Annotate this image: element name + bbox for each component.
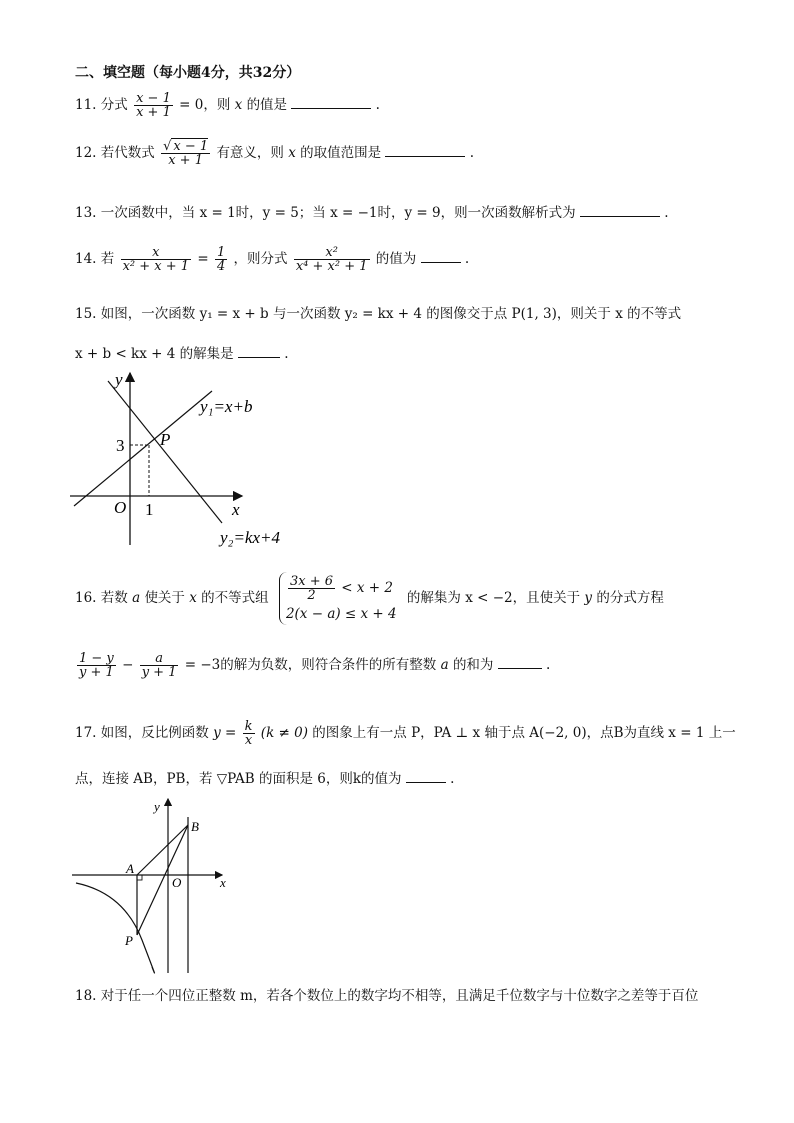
fig15-point-p: P: [160, 430, 171, 449]
fig17-hyperbola: [76, 883, 154, 973]
figure-17: [62, 795, 247, 980]
q14-f3-num: x²: [325, 245, 338, 260]
question-15-line-1: [75, 308, 681, 322]
fig15-y-label: y: [115, 370, 123, 389]
q17-line2: 点，连接 AB，PB，若 ▽PAB 的面积是 6，则k的值为: [75, 771, 402, 787]
q16-sys1-rest: < x + 2: [341, 580, 393, 596]
q13-number: 13.: [75, 205, 97, 221]
q14-answer-blank[interactable]: [421, 250, 461, 263]
q16-line2-var: a: [440, 657, 449, 673]
q16-sys2: 2(x − a) ≤ x + 4: [285, 606, 397, 622]
q16-post: 的解集为 x < −2，且使关于: [406, 589, 581, 606]
q11-fraction: [134, 92, 173, 119]
q11-frac-den: x + 1: [136, 105, 171, 120]
q14-fraction-2: [215, 246, 227, 273]
q16-sys-f-den: 2: [307, 588, 316, 603]
q11-post: 的值是: [246, 97, 288, 113]
q12-end: .: [469, 145, 475, 161]
q15-line2: x + b < kx + 4 的解集是: [75, 346, 234, 362]
q17-end: .: [450, 771, 455, 787]
q14-end: .: [464, 251, 470, 267]
fig17-point-b: B: [191, 819, 199, 834]
q11-eq: = 0，则: [179, 97, 231, 113]
q16-number: 16.: [75, 589, 97, 606]
q16-eq-fraction-1: [77, 652, 116, 679]
q16-minus: −: [122, 657, 134, 673]
q17-number: 17.: [75, 725, 97, 741]
q14-fraction-3: [294, 246, 370, 273]
fig15-tick-y: 3: [116, 436, 125, 455]
q14-fraction-1: [121, 246, 191, 273]
q16-sys-f-num: 3x + 6: [289, 574, 333, 589]
q15-line1: 如图，一次函数 y₁ = x + b 与一次函数 y₂ = kx + 4 的图像交于点 P(1, 3)，则关于 x 的不等式: [100, 306, 682, 322]
question-13: [75, 204, 668, 221]
q12-number: 12.: [75, 145, 97, 161]
q13-end: .: [664, 205, 669, 221]
q14-eq: =: [197, 251, 209, 267]
q16-line2-rest: = −3的解为负数，则符合条件的所有整数: [184, 657, 437, 673]
q12-post: 的取值范围是: [300, 145, 382, 161]
q16-eq-f2-num: a: [155, 651, 163, 666]
q11-number: 11.: [75, 97, 97, 113]
q16-var-y: y: [584, 589, 593, 606]
q14-mid: ，则分式: [233, 251, 288, 267]
q17-mid: 的图象上有一点 P，PA ⊥ x 轴于点 A(−2, 0)，点B为直线 x = 1 上一: [312, 725, 736, 741]
q16-mid2: 的不等式组: [201, 589, 269, 606]
q16-var-x: x: [189, 589, 197, 606]
q14-number: 14.: [75, 251, 97, 267]
q14-f1-den: x² + x + 1: [122, 259, 190, 274]
q16-mid1: 使关于: [144, 589, 185, 606]
question-17-line-2: [75, 770, 454, 787]
fig15-tick-x: 1: [145, 500, 154, 519]
q16-sys-fraction: [288, 575, 335, 602]
section-heading: 二、填空题（每小题4分，共32分）: [75, 65, 301, 81]
fig15-x-label: x: [232, 500, 240, 519]
q11-end: .: [375, 97, 380, 113]
q16-line2-post: 的和为: [452, 657, 494, 673]
q17-answer-blank[interactable]: [406, 770, 446, 783]
q16-eq-f1-num: 1 − y: [79, 651, 114, 666]
q16-post2: 的分式方程: [596, 589, 664, 606]
question-16-line-2: [75, 652, 550, 679]
figure-15: [60, 365, 320, 560]
q17-pre: 如图，反比例函数: [100, 725, 209, 741]
fig15-line1-label: y₁=x+b: [200, 397, 253, 416]
q16-eq-fraction-2: [140, 652, 179, 679]
q17-cond: (k ≠ 0): [260, 725, 308, 741]
fig15-line-y1: [74, 391, 212, 506]
q15-end: .: [284, 346, 289, 362]
q12-fraction: $\frac{√ x - 1}{x + 1}$: [163, 139, 209, 168]
q16-pre: 若数: [100, 589, 128, 606]
fig17-point-a: A: [126, 861, 134, 876]
q13-text: 一次函数中，当 x = 1时，y = 5；当 x = −1时，y = 9，则一次函数解析式为: [100, 205, 576, 221]
q16-var-a: a: [132, 589, 141, 606]
q16-inequality-system: [279, 572, 397, 625]
fig17-origin: O: [172, 875, 182, 890]
q14-pre: 若: [100, 251, 115, 267]
q18-text: 对于任一个四位正整数 m，若各个数位上的数字均不相等，且满足千位数字与十位数字之差等于百位: [100, 988, 699, 1004]
q11-frac-num: x − 1: [136, 91, 171, 106]
fig17-point-p: P: [125, 933, 133, 948]
q17-f-den: x: [244, 733, 253, 748]
question-17-line-1: [75, 720, 736, 747]
fig15-line2-label: y₂=kx+4: [220, 528, 280, 547]
q14-f1-num: x: [152, 245, 160, 260]
question-15-line-2: [75, 345, 289, 362]
q11-answer-blank[interactable]: [291, 96, 371, 109]
question-14: [75, 246, 469, 273]
q15-number: 15.: [75, 306, 97, 322]
q12-mid: 有意义，则: [216, 145, 284, 161]
q16-eq-f1-den: y + 1: [79, 665, 114, 680]
q14-f2-num: 1: [216, 245, 226, 260]
question-18: [75, 990, 698, 1004]
q14-post: 的值为: [375, 251, 417, 267]
q17-fraction: [243, 720, 255, 747]
q12-frac-num: x − 1: [173, 139, 209, 154]
fig17-right-angle: [137, 875, 142, 880]
fig17-x-label: x: [220, 875, 226, 890]
q13-answer-blank[interactable]: [580, 204, 660, 217]
q14-f2-den: 4: [216, 259, 226, 274]
q15-answer-blank[interactable]: [238, 345, 280, 358]
q18-number: 18.: [75, 988, 97, 1004]
question-11: [75, 92, 380, 119]
q17-y-eq: y =: [213, 725, 237, 741]
q16-eq-f2-den: y + 1: [141, 665, 177, 680]
fig17-segment-ab: [137, 825, 188, 875]
q12-var: x: [288, 145, 296, 161]
q12-pre: 若代数式: [100, 145, 155, 161]
question-16-line-1: [75, 572, 664, 625]
q16-end: .: [546, 657, 551, 673]
q11-var: x: [234, 97, 243, 113]
fig15-origin: O: [114, 498, 127, 517]
q12-answer-blank[interactable]: [385, 144, 465, 157]
q12-frac-den: x + 1: [168, 153, 203, 168]
q16-answer-blank[interactable]: [498, 656, 542, 669]
q11-pre: 分式: [100, 97, 128, 113]
question-12: [75, 140, 474, 167]
q17-f-num: k: [244, 719, 253, 734]
fig17-y-label: y: [154, 799, 160, 814]
q14-f3-den: x⁴ + x² + 1: [295, 259, 368, 274]
